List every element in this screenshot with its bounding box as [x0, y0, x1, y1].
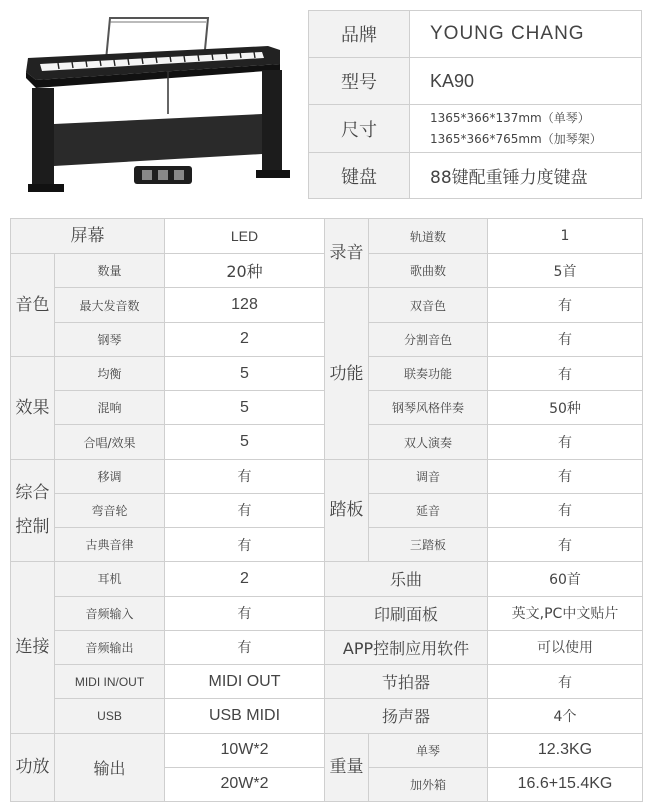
extra-item-label: 印刷面板: [325, 596, 488, 630]
size-value-line1: 1365*366*137mm（单琴）: [430, 110, 590, 125]
control-item-label: 古典音律: [55, 528, 165, 562]
connect-item-value: 有: [165, 596, 325, 630]
screen-value: LED: [165, 219, 325, 254]
function-item-value: 有: [488, 425, 643, 459]
function-item-label: 钢琴风格伴奏: [369, 391, 488, 425]
power-sub-label: 输出: [55, 733, 165, 801]
table-row: [11, 630, 643, 664]
extra-item-label: 节拍器: [325, 665, 488, 699]
header-spec-table: [308, 10, 642, 199]
extra-item-label: 扬声器: [325, 699, 488, 733]
connect-item-value: MIDI OUT: [165, 665, 325, 699]
tone-item-label: 钢琴: [55, 322, 165, 356]
connect-item-label: 耳机: [55, 562, 165, 596]
effect-item-value: 5: [165, 356, 325, 390]
control-item-value: 有: [165, 493, 325, 527]
screen-label: 屏幕: [11, 219, 165, 254]
function-label: 功能: [325, 288, 369, 459]
control-label: [11, 459, 55, 562]
spec-table: [10, 218, 643, 802]
control-item-label: 移调: [55, 459, 165, 493]
tone-item-value: 20种: [165, 254, 325, 288]
function-item-value: 有: [488, 288, 643, 322]
table-row: [11, 733, 643, 767]
connect-item-value: 2: [165, 562, 325, 596]
control-item-value: 有: [165, 459, 325, 493]
effect-item-value: 5: [165, 425, 325, 459]
table-row: [11, 219, 643, 254]
power-value: 10W*2: [165, 733, 325, 767]
effect-item-label: 混响: [55, 391, 165, 425]
tone-label: 音色: [11, 254, 55, 357]
model-label: 型号: [309, 58, 410, 105]
record-item-value: 5首: [488, 254, 643, 288]
connect-item-label: MIDI IN/OUT: [55, 665, 165, 699]
table-row: [11, 459, 643, 493]
pedal-item-label: 延音: [369, 493, 488, 527]
function-item-value: 有: [488, 322, 643, 356]
control-item-value: 有: [165, 528, 325, 562]
power-value: 20W*2: [165, 767, 325, 801]
effect-item-label: 合唱/效果: [55, 425, 165, 459]
brand-label: 品牌: [309, 11, 410, 58]
pedal-label: 踏板: [325, 459, 369, 562]
effect-item-value: 5: [165, 391, 325, 425]
tone-item-value: 128: [165, 288, 325, 322]
control-label-line2: 控制: [15, 517, 50, 538]
control-label-line1: 综合: [15, 483, 50, 504]
weight-label: 重量: [325, 733, 369, 801]
extra-item-value: 60首: [488, 562, 643, 596]
record-item-label: 歌曲数: [369, 254, 488, 288]
effect-item-label: 均衡: [55, 356, 165, 390]
keyboard-value: 88键配重锤力度键盘: [410, 153, 642, 199]
function-item-value: 50种: [488, 391, 643, 425]
control-item-label: 弯音轮: [55, 493, 165, 527]
brand-value: YOUNG CHANG: [410, 11, 642, 58]
model-value: KA90: [410, 58, 642, 105]
function-item-label: 双音色: [369, 288, 488, 322]
size-label: 尺寸: [309, 105, 410, 153]
table-row: [11, 562, 643, 596]
table-row: [11, 596, 643, 630]
table-row: [11, 699, 643, 733]
connect-item-label: 音频输入: [55, 596, 165, 630]
function-item-label: 分割音色: [369, 322, 488, 356]
connect-item-value: 有: [165, 630, 325, 664]
record-item-value: 1: [488, 219, 643, 254]
weight-item-label: 单琴: [369, 733, 488, 767]
connect-item-label: 音频输出: [55, 630, 165, 664]
extra-item-value: 有: [488, 665, 643, 699]
extra-item-value: 4个: [488, 699, 643, 733]
extra-item-value: 可以使用: [488, 630, 643, 664]
function-item-label: 联奏功能: [369, 356, 488, 390]
tone-item-label: 数量: [55, 254, 165, 288]
tone-item-label: 最大发音数: [55, 288, 165, 322]
table-row: [11, 665, 643, 699]
pedal-item-value: 有: [488, 459, 643, 493]
weight-item-value: 16.6+15.4KG: [488, 767, 643, 801]
size-value: [410, 105, 642, 153]
digital-piano-image: [18, 14, 298, 204]
connect-label: 连接: [11, 562, 55, 733]
pedal-item-value: 有: [488, 493, 643, 527]
weight-item-value: 12.3KG: [488, 733, 643, 767]
record-item-label: 轨道数: [369, 219, 488, 254]
function-item-value: 有: [488, 356, 643, 390]
keyboard-label: 键盘: [309, 153, 410, 199]
table-row: [11, 288, 643, 322]
extra-item-label: 乐曲: [325, 562, 488, 596]
extra-item-value: 英文,PC中文贴片: [488, 596, 643, 630]
record-label: 录音: [325, 219, 369, 288]
pedal-item-value: 有: [488, 528, 643, 562]
effect-label: 效果: [11, 356, 55, 459]
pedal-item-label: 调音: [369, 459, 488, 493]
tone-item-value: 2: [165, 322, 325, 356]
extra-item-label: APP控制应用软件: [325, 630, 488, 664]
power-label: 功放: [11, 733, 55, 801]
connect-item-label: USB: [55, 699, 165, 733]
connect-item-value: USB MIDI: [165, 699, 325, 733]
pedal-item-label: 三踏板: [369, 528, 488, 562]
weight-item-label: 加外箱: [369, 767, 488, 801]
function-item-label: 双人演奏: [369, 425, 488, 459]
size-value-line2: 1365*366*765mm（加琴架）: [430, 131, 602, 146]
